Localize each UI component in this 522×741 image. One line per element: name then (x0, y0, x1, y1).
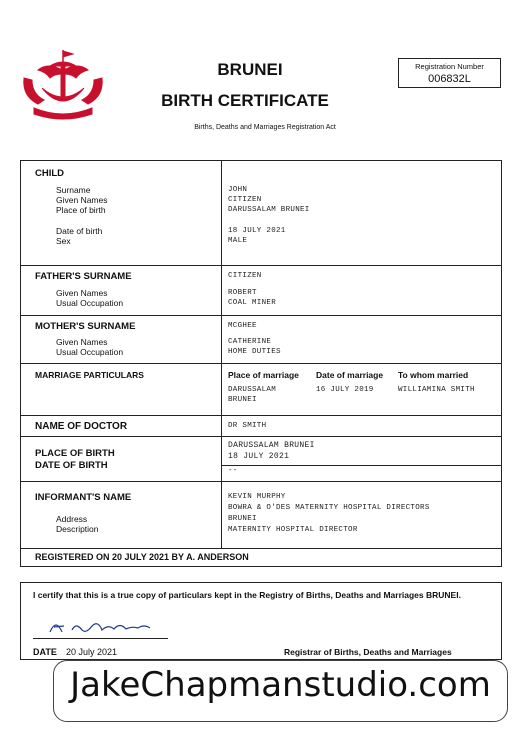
mother-given-names-label: Given Names (56, 337, 108, 347)
marriage-place-value: DARUSSALAM (228, 386, 277, 394)
row-divider (20, 363, 502, 364)
mother-occupation-value: HOME DUTIES (228, 348, 281, 356)
father-section-title: FATHER'S SURNAME (35, 271, 132, 282)
father-surname-value: CITIZEN (228, 272, 262, 280)
father-occupation-value: COAL MINER (228, 299, 277, 307)
marriage-place-header: Place of marriage (228, 370, 299, 380)
informant-name-value: KEVIN MURPHY (228, 493, 286, 501)
doctor-name-value: DR SMITH (228, 422, 267, 430)
registrar-signature (46, 614, 166, 640)
column-divider (221, 160, 222, 548)
child-sex-label: Sex (56, 236, 71, 246)
informant-section-title: INFORMANT'S NAME (35, 492, 132, 503)
country-title: BRUNEI (217, 60, 283, 79)
father-given-names-label: Given Names (56, 288, 108, 298)
row-divider (20, 548, 502, 549)
signature-line (33, 638, 168, 639)
row-divider (20, 415, 502, 416)
father-given-names-value: ROBERT (228, 289, 257, 297)
marriage-section-title: MARRIAGE PARTICULARS (35, 370, 144, 380)
row-divider (20, 265, 502, 266)
marriage-place-value-2: BRUNEI (228, 396, 257, 404)
brunei-crest-emblem-icon (18, 48, 108, 120)
birth-place-value: DARUSSALAM BRUNEI (228, 441, 315, 450)
marriage-date-header: Date of marriage (316, 370, 384, 380)
father-occupation-label: Usual Occupation (56, 298, 124, 308)
watermark-text: JakeChapmanstudio.com (70, 665, 491, 705)
marriage-whom-header: To whom married (398, 370, 469, 380)
informant-address-value: BOWRA & O'DES MATERNITY HOSPITAL DIRECTORS (228, 504, 430, 512)
marriage-date-value: 16 JULY 2019 (316, 386, 374, 394)
mother-given-names-value: CATHERINE (228, 338, 272, 346)
birth-extra-value: -- (228, 467, 238, 475)
row-divider (20, 436, 502, 437)
date-of-birth-title: DATE OF BIRTH (35, 460, 108, 471)
marriage-whom-value: WILLIAMINA SMITH (398, 386, 475, 394)
row-divider (20, 315, 502, 316)
mother-occupation-label: Usual Occupation (56, 347, 124, 357)
child-date-of-birth-value: 18 JULY 2021 (228, 227, 286, 235)
registration-number: 006832L (428, 73, 471, 85)
child-place-of-birth-value: DARUSSALAM BRUNEI (228, 206, 310, 214)
child-section-title: CHILD (35, 168, 65, 179)
registration-box (398, 58, 501, 88)
registrar-title: Registrar of Births, Deaths and Marriages (284, 647, 452, 657)
informant-description-label: Description (56, 524, 99, 534)
child-place-of-birth-label: Place of birth (56, 205, 106, 215)
birth-date-value: 18 JULY 2021 (228, 452, 290, 461)
child-given-names-label: Given Names (56, 195, 108, 205)
child-given-names-value: CITIZEN (228, 196, 262, 204)
certify-date-value: 20 July 2021 (66, 647, 118, 657)
certify-text: I certify that this is a true copy of particulars kept in the Registry of Births, Deaths and Marriages BRUNEI. (33, 590, 461, 600)
act-subtitle: Births, Deaths and Marriages Registration Act (194, 124, 336, 131)
row-divider (221, 465, 502, 466)
registered-line: REGISTERED ON 20 JULY 2021 BY A. ANDERSON (35, 552, 249, 562)
child-sex-value: MALE (228, 237, 248, 245)
row-divider (20, 481, 502, 482)
informant-description-value: MATERNITY HOSPITAL DIRECTOR (228, 526, 358, 534)
child-surname-value: JOHN (228, 186, 248, 194)
certify-date-label: DATE (33, 647, 57, 657)
mother-surname-value: MCGHEE (228, 322, 257, 330)
child-surname-label: Surname (56, 185, 91, 195)
child-date-of-birth-label: Date of birth (56, 226, 103, 236)
doctor-section-title: NAME OF DOCTOR (35, 421, 128, 432)
informant-address-value-2: BRUNEI (228, 515, 257, 523)
registration-label: Registration Number (415, 62, 484, 71)
informant-address-label: Address (56, 514, 88, 524)
place-of-birth-title: PLACE OF BIRTH (35, 448, 115, 459)
document-title: BIRTH CERTIFICATE (161, 91, 329, 110)
mother-section-title: MOTHER'S SURNAME (35, 321, 136, 332)
